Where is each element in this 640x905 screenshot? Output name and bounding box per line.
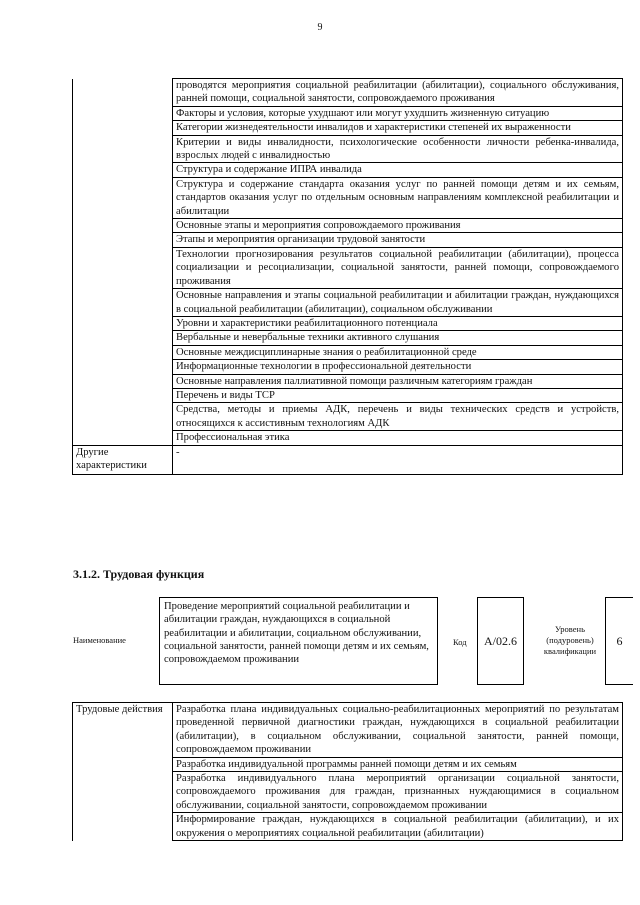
knowledge-label-cell	[73, 360, 173, 374]
knowledge-row	[73, 374, 623, 388]
knowledge-row	[73, 233, 623, 247]
knowledge-label-cell	[73, 106, 173, 120]
knowledge-row	[73, 316, 623, 330]
knowledge-row	[73, 135, 623, 163]
qualification-level: 6	[605, 597, 633, 685]
labor-action-row	[73, 703, 623, 758]
code-label: Код	[453, 637, 467, 647]
knowledge-label-cell	[73, 121, 173, 135]
knowledge-item: Категории жизнедеятельности инвалидов и характеристики степеней их выраженности	[173, 121, 623, 135]
knowledge-row	[73, 289, 623, 317]
labor-action-item: Разработка индивидуального плана мероприятий организации социальной занятости, сопровождаемого проживания для граждан, признанных нуждающимися в социальном обслуживании, социальной занятости, сопровождаемом проживании	[173, 772, 623, 813]
knowledge-item: Этапы и мероприятия организации трудовой занятости	[173, 233, 623, 247]
function-header	[73, 597, 633, 689]
knowledge-row	[73, 360, 623, 374]
knowledge-row	[73, 177, 623, 218]
page-number: 9	[317, 22, 323, 33]
knowledge-item: Средства, методы и приемы АДК, перечень и виды технических средств и устройств, относящихся к ассистивным технологиям АДК	[173, 403, 623, 431]
knowledge-label-cell	[73, 331, 173, 345]
function-name: Проведение мероприятий социальной реабилитации и абилитации граждан, нуждающихся в социальной реабилитации и абилитации, социальном обслуживании, социальной занятости, ранней помощи детям и их семьям, сопровождаемом проживании	[159, 597, 438, 685]
knowledge-label-cell	[73, 163, 173, 177]
knowledge-row	[73, 388, 623, 402]
knowledge-item: Профессиональная этика	[173, 431, 623, 445]
knowledge-item: Вербальные и невербальные техники активного слушания	[173, 331, 623, 345]
labor-actions-table	[72, 702, 623, 841]
knowledge-label-cell	[73, 388, 173, 402]
knowledge-item: Информационные технологии в профессиональной деятельности	[173, 360, 623, 374]
knowledge-row	[73, 345, 623, 359]
knowledge-item: Основные направления паллиативной помощи различным категориям граждан	[173, 374, 623, 388]
knowledge-label-cell	[73, 79, 173, 107]
other-characteristics-label: Другие характеристики	[73, 445, 173, 474]
labor-actions-label: Трудовые действия	[73, 703, 173, 841]
knowledge-item: Структура и содержание ИПРА инвалида	[173, 163, 623, 177]
labor-action-item: Информирование граждан, нуждающихся в социальной реабилитации (абилитации), и их окружения о мероприятиях социальной реабилитации (абилитации)	[173, 813, 623, 841]
other-characteristics-value: -	[173, 445, 623, 474]
knowledge-label-cell	[73, 233, 173, 247]
knowledge-label-cell	[73, 374, 173, 388]
knowledge-row	[73, 79, 623, 107]
knowledge-item: Уровни и характеристики реабилитационного потенциала	[173, 316, 623, 330]
knowledge-item: Факторы и условия, которые ухудшают или могут ухудшить жизненную ситуацию	[173, 106, 623, 120]
knowledge-row	[73, 431, 623, 445]
knowledge-label-cell	[73, 345, 173, 359]
labor-action-item: Разработка плана индивидуальных социально-реабилитационных мероприятий по результатам проведенной первичной диагностики граждан, нуждающихся в социальной реабилитации (абилитации), в социальном обслуживании, социальной занятости, ранней помощи, сопровождаемом проживании	[173, 703, 623, 758]
knowledge-item: Основные междисциплинарные знания о реабилитационной среде	[173, 345, 623, 359]
knowledge-label-cell	[73, 177, 173, 218]
knowledge-item: проводятся мероприятия социальной реабилитации (абилитации), социального обслуживания, ранней помощи, социальной занятости, сопровождаемого проживания	[173, 79, 623, 107]
knowledge-label-cell	[73, 316, 173, 330]
knowledge-item: Технологии прогнозирования результатов социальной реабилитации (абилитации), процесса социализации и ресоциализации, социальной занятости, ранней помощи, сопровождаемого проживания	[173, 247, 623, 288]
knowledge-row	[73, 163, 623, 177]
knowledge-label-cell	[73, 431, 173, 445]
knowledge-item: Структура и содержание стандарта оказания услуг по ранней помощи детям и их семьям, стандартов оказания услуг по отдельным основным направлениям комплексной реабилитации и абилитации	[173, 177, 623, 218]
knowledge-label-cell	[73, 289, 173, 317]
knowledge-label-cell	[73, 219, 173, 233]
name-label: Наименование	[73, 635, 126, 645]
level-label: Уровень (подуровень) квалификации	[543, 624, 597, 656]
knowledge-row	[73, 121, 623, 135]
section-title: 3.1.2. Трудовая функция	[73, 567, 205, 581]
knowledge-row	[73, 331, 623, 345]
knowledge-table	[72, 78, 623, 475]
knowledge-item: Перечень и виды ТСР	[173, 388, 623, 402]
other-characteristics-row	[73, 445, 623, 474]
knowledge-row	[73, 247, 623, 288]
knowledge-item: Основные направления и этапы социальной реабилитации и абилитации граждан, нуждающихся в социальной реабилитации (абилитации), социальном обслуживании	[173, 289, 623, 317]
knowledge-label-cell	[73, 403, 173, 431]
knowledge-row	[73, 219, 623, 233]
knowledge-label-cell	[73, 135, 173, 163]
knowledge-row	[73, 403, 623, 431]
labor-action-item: Разработка индивидуальной программы ранней помощи детям и их семьям	[173, 757, 623, 771]
knowledge-item: Критерии и виды инвалидности, психологические особенности личности ребенка-инвалида, взрослых людей с инвалидностью	[173, 135, 623, 163]
function-code: А/02.6	[477, 597, 524, 685]
knowledge-label-cell	[73, 247, 173, 288]
knowledge-row	[73, 106, 623, 120]
knowledge-item: Основные этапы и мероприятия сопровождаемого проживания	[173, 219, 623, 233]
